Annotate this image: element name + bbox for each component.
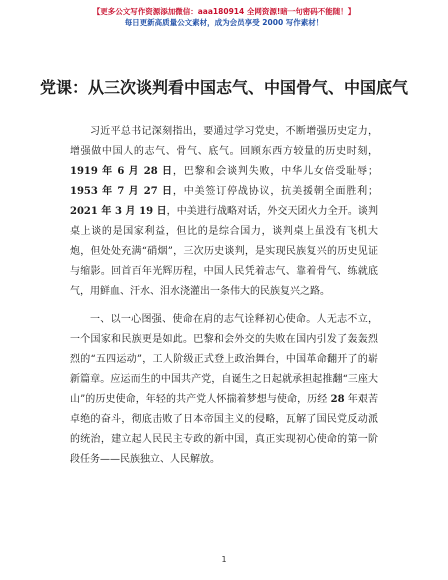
- text-run: ，巴黎和会谈判失败，中华儿女倍受耻辱；: [172, 166, 379, 177]
- date-highlight: 2021 年 3 月 19 日: [70, 206, 167, 217]
- text-run: 年艰苦卓绝的奋斗，彻底击败了日本帝国主义的侵略，瓦解了国民党反动派的统治，建立起人民民主专政的新中国，真正实现初心使命的第一阶段任务——民族独立、人民解放。: [70, 394, 378, 465]
- document-title: 党课：从三次谈判看中国志气、中国骨气、中国底气: [40, 78, 409, 97]
- date-highlight: 1953 年 7 月 27 日: [70, 186, 173, 197]
- number-highlight: 28: [330, 394, 345, 405]
- banner-update-line: 每日更新高质量公文素材，成为会员享受 2000 写作素材！: [124, 18, 324, 27]
- paragraph-intro: [70, 122, 378, 302]
- document-body: [70, 122, 378, 478]
- date-highlight: 1919 年 6 月 28 日: [70, 166, 173, 177]
- text-run: 习近平总书记深刻指出，要通过学习党史，不断增强历史定力，增强做中国人的志气、骨气、底气。回顾东西方较量的历史时刻，: [70, 126, 378, 157]
- paragraph-section-one: [70, 310, 378, 470]
- text-run: ，中美进行战略对话，外交天团火力全开。谈判桌上谈的是国家利益，但比的是综合国力，谈判桌上虽没有飞机大炮，但处处充满“硝烟”，三次历史谈判，是实现民族复兴的历史见证与缩影。回首百年光辉历程，中国人民凭着志气、靠着骨气、练就底气，用鲜血、汗水、泪水浇灌出一条伟大的民族复兴之路。: [70, 206, 378, 297]
- header-banner: [0, 6, 448, 28]
- page-number: 1: [221, 555, 227, 564]
- text-run: ，中美签订停战协议，抗美援朝全面胜利；: [172, 186, 379, 197]
- banner-promo-line: 【更多公文写作资源添加微信：aaa180914 全网资源!暗一句密码不能随！】: [92, 7, 356, 16]
- text-run: 一、以一心图强、使命在肩的志气诠释初心使命。人无志不立，一个国家和民族更是如此。巴黎和会外交的失败在国内引发了轰轰烈烈的“五四运动”，工人阶级正式登上政治舞台，中国革命翻开了的崭新篇章。应运而生的中国共产党，自诞生之日起就承担起推翻“三座大山”的历史使命，年轻的共产党人怀揣着梦想与使命，历经: [70, 314, 378, 405]
